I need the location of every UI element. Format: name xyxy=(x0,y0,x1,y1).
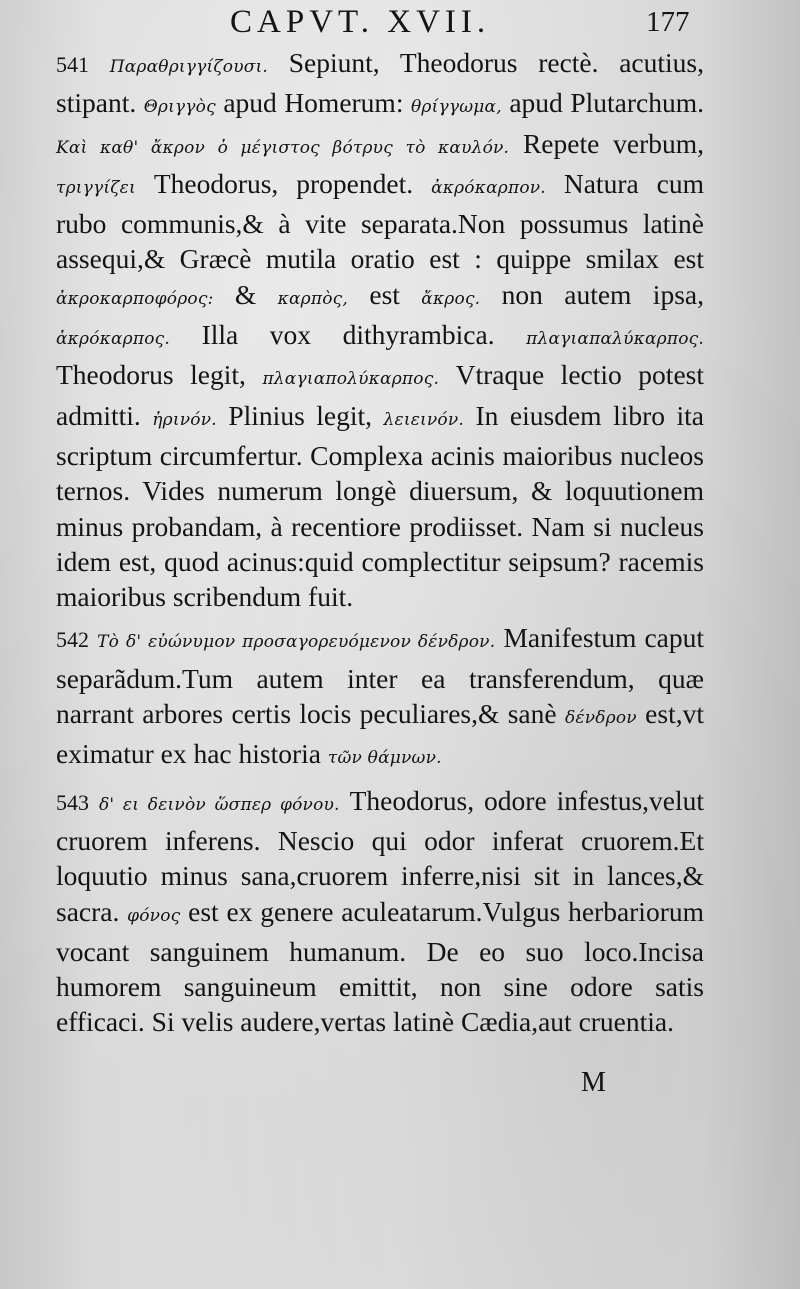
running-head xyxy=(0,4,800,44)
greek-lemma: καρπὸς, xyxy=(277,288,348,309)
note-body xyxy=(56,785,704,1038)
note-number: 543 xyxy=(56,789,89,815)
latin-text: est ex genere aculeatarum.Vulgus herbariorum vocant sanguinem humanum. De eo suo loco.Incisa humorem sanguineum emittit, non sine odore satis efficaci. Si velis audere,vertas latinè Cædia,aut cruentia. xyxy=(56,895,704,1038)
note-543 xyxy=(56,783,704,1040)
note-541 xyxy=(56,45,704,614)
greek-lemma: δ' ει δεινὸν ὥσπερ φόνου. xyxy=(98,794,340,815)
latin-text: Illa vox dithyrambica. xyxy=(170,319,527,351)
greek-lemma: λειεινόν. xyxy=(383,409,465,430)
greek-lemma: τῶν θάμνων. xyxy=(327,748,442,769)
note-number: 541 xyxy=(56,52,89,77)
latin-text: Sepiunt, Theodorus rectè. acutius, stipant. xyxy=(56,47,704,119)
latin-text: Plinius legit, xyxy=(216,399,384,431)
latin-text: Theodorus legit, xyxy=(56,359,263,391)
greek-lemma: ἀκρόκαρπος. xyxy=(56,329,171,350)
latin-text: & xyxy=(213,278,278,310)
greek-lemma: Καὶ καθ' ἄκρον ὁ μέγιστος βότρυς τὸ καυλόν. xyxy=(56,137,510,158)
chapter-title: CAPVT. XVII. xyxy=(230,4,491,40)
greek-lemma: θρίγγωμα, xyxy=(411,97,502,118)
latin-text: est xyxy=(348,278,422,310)
latin-text: Repete verbum, xyxy=(509,127,704,159)
signature-mark: M xyxy=(581,1067,606,1098)
greek-lemma: Τὸ δ' εὐώνυμον προσαγορευόμενον δένδρον. xyxy=(97,632,496,653)
greek-lemma: ἀκροκαρποφόρος: xyxy=(56,288,214,309)
greek-lemma: Θριγγὸς xyxy=(143,97,216,118)
latin-text: apud Homerum: xyxy=(215,87,411,119)
note-number: 542 xyxy=(56,627,89,653)
greek-lemma: ἠρινόν. xyxy=(152,409,217,430)
note-body xyxy=(56,622,704,769)
greek-lemma: Παραθριγγίζουσι. xyxy=(109,57,269,77)
latin-text: Theodorus, propendet. xyxy=(135,167,432,199)
latin-text: Natura cum rubo communis,& à vite separata.Non possumus latinè assequi,& Græcè mutila oratio est : quippe smilax est xyxy=(56,167,704,275)
note-body xyxy=(56,47,704,612)
latin-text: apud Plutarchum. xyxy=(501,87,704,119)
note-542 xyxy=(56,620,704,776)
latin-text: Manifestum caput separãdum.Tum autem inter ea transferendum, quæ narrant arbores certis locis peculiares,& sanè xyxy=(56,622,705,730)
greek-lemma: πλαγιαπαλύκαρπος. xyxy=(526,329,704,350)
greek-lemma: τριγγίζει xyxy=(56,177,136,198)
latin-text: Theodorus, odore infestus,velut cruorem inferens. Nescio qui odor inferat cruorem.Et loquutio minus sana,cruorem inferre,nisi sit in lances,& sacra. xyxy=(56,784,705,927)
greek-lemma: ἄκρος. xyxy=(421,288,481,309)
greek-lemma: ἀκρόκαρπον. xyxy=(431,177,546,198)
latin-text: non autem ipsa, xyxy=(480,278,704,310)
latin-text: est,vt eximatur ex hac historia xyxy=(56,698,704,770)
page-number: 177 xyxy=(646,6,690,38)
commentary-body xyxy=(56,45,704,1040)
latin-text: Vtraque lectio potest admitti. xyxy=(56,359,704,431)
latin-text: In eiusdem libro ita scriptum circumfertur. Complexa acinis maioribus nucleos ternos. Vides numerum longè diuersum, & loquutionem minus probandam, à recentiore prodiisset. Nam si nucleus idem est, quod acinus:quid complectitur seipsum? racemis maioribus scribendum fuit. xyxy=(56,399,705,613)
greek-lemma: πλαγιαπολύκαρπος. xyxy=(262,369,440,390)
greek-lemma: φόνος xyxy=(127,905,181,926)
greek-lemma: δένδρον xyxy=(564,708,637,729)
